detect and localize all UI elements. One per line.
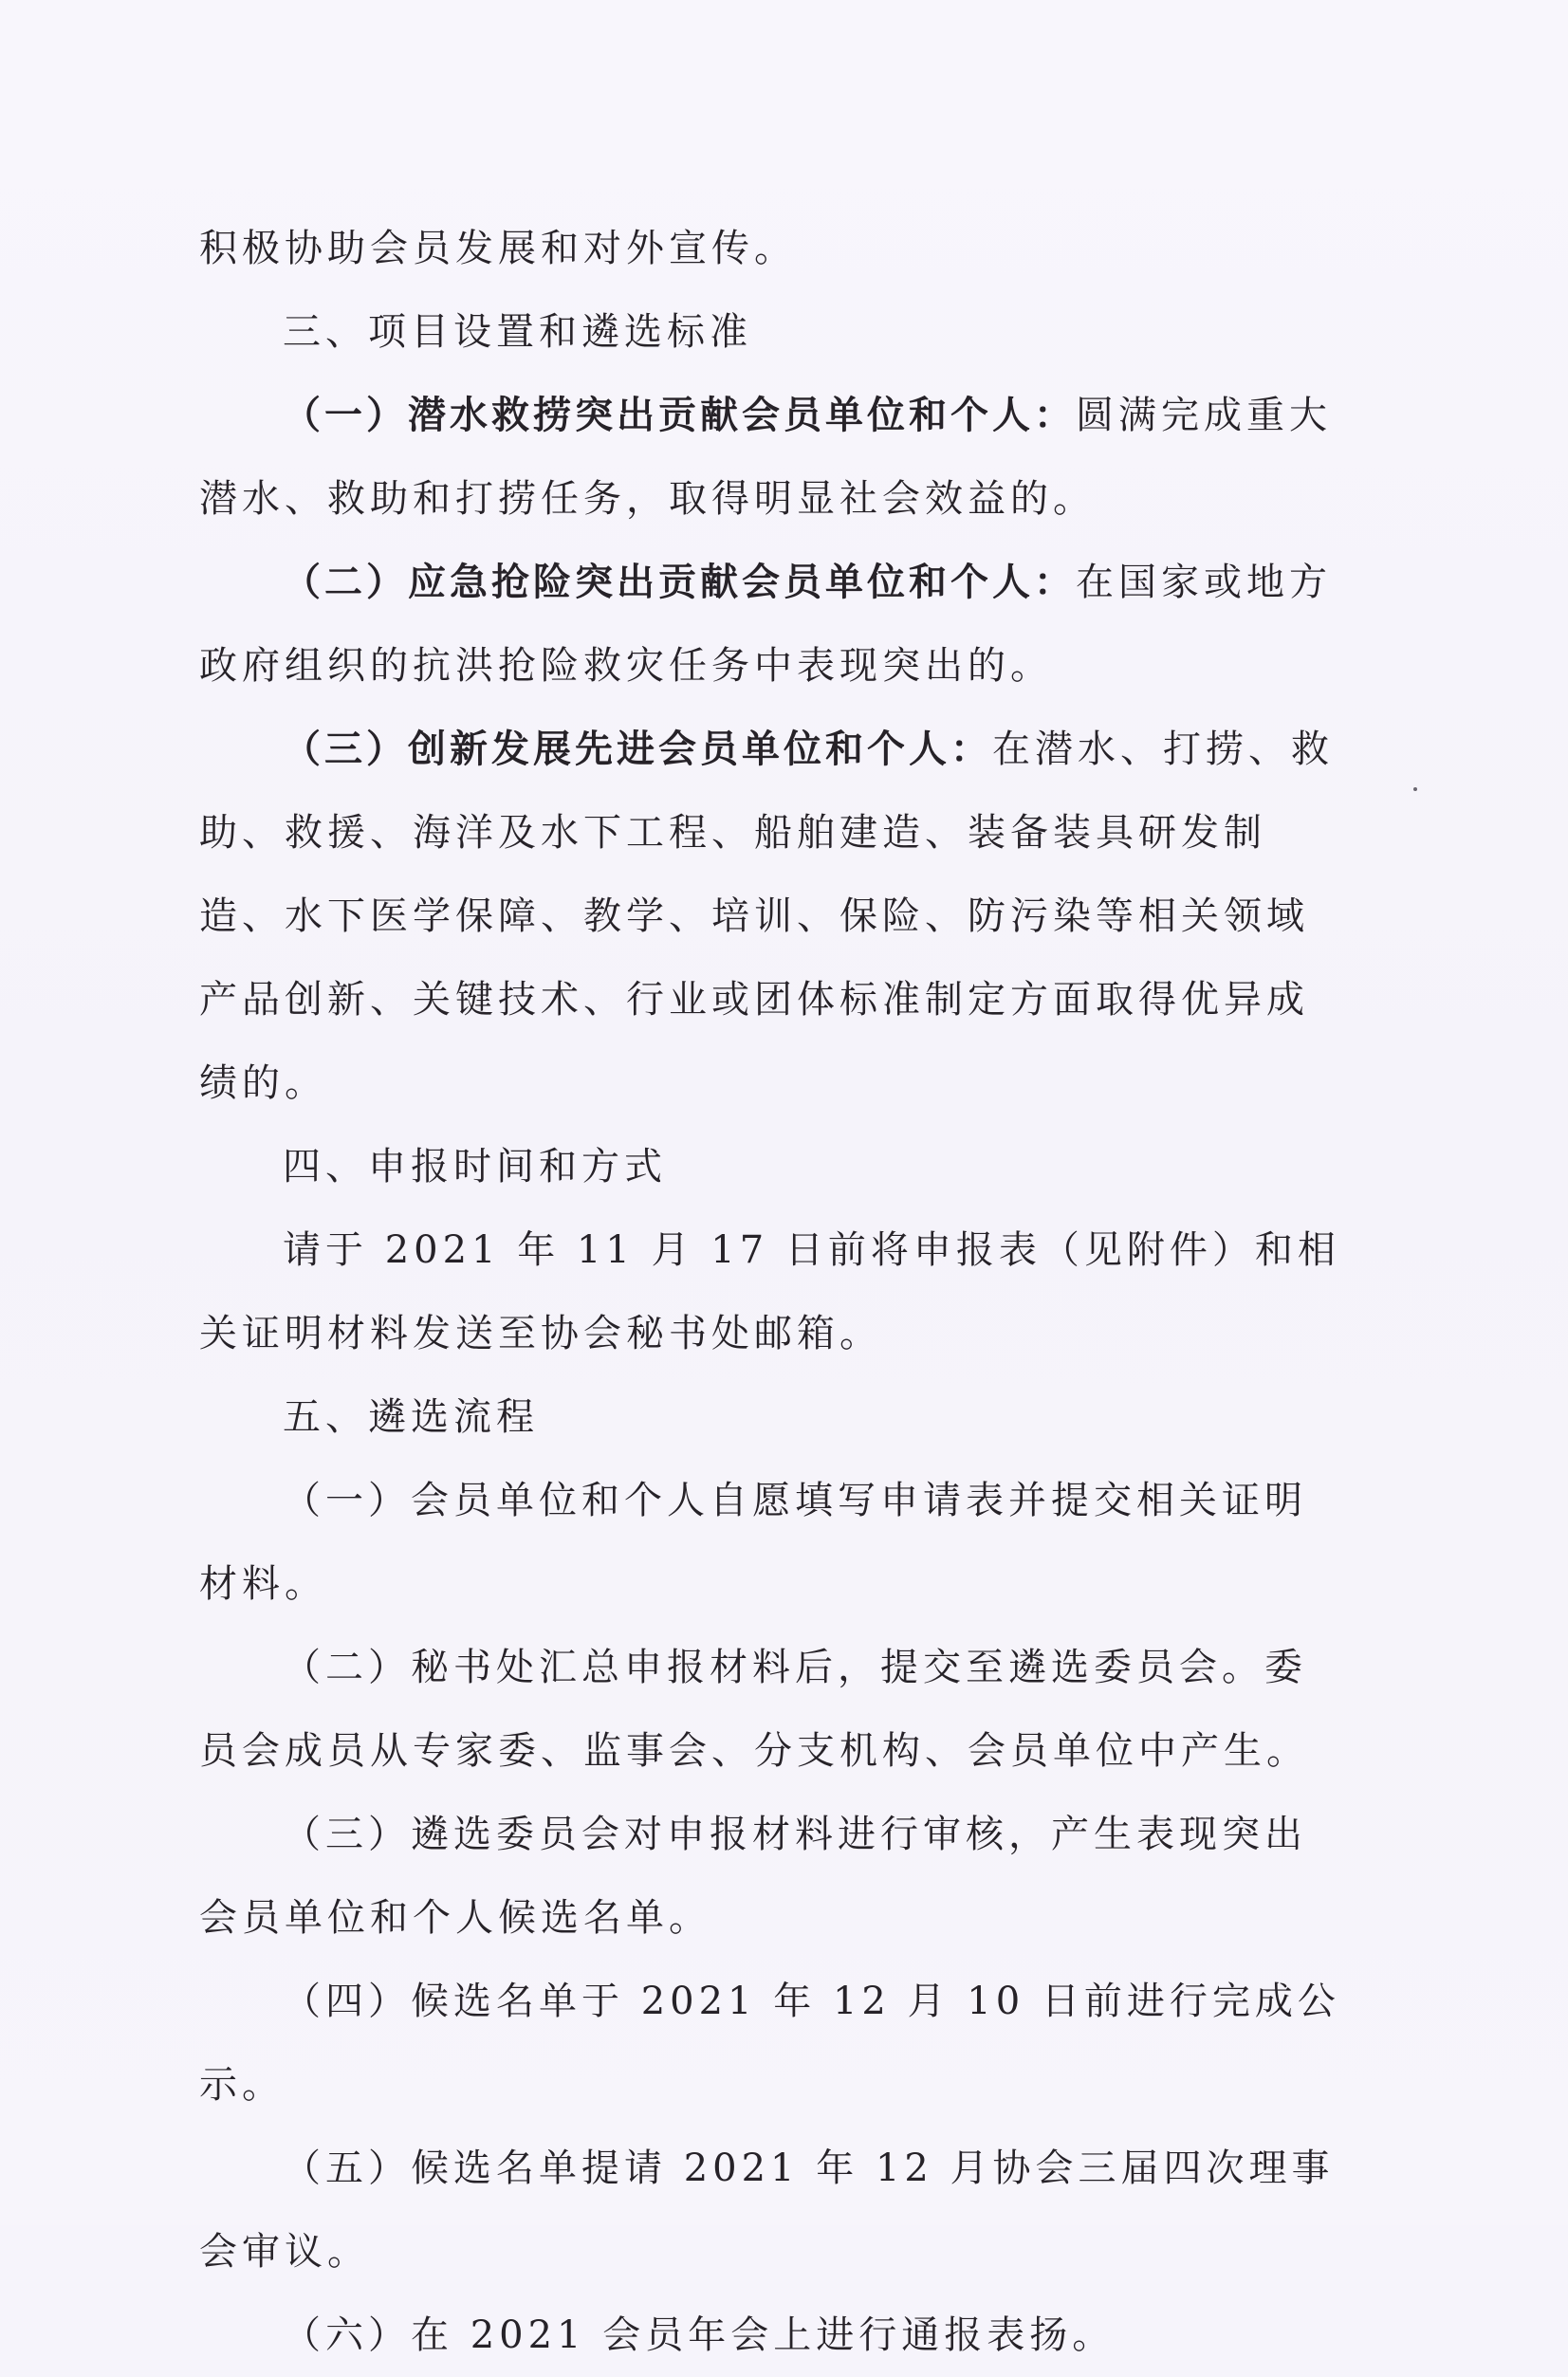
paragraph-item-diving-salvage (199, 374, 1347, 541)
item-text: 在潜水、打捞、救助、救援、海洋及水下工程、船舶建造、装备装具研发制造、水下医学保障、教学、培训、保险、防污染等相关领域产品创新、关键技术、行业或团体标准制定方面取得优异成绩的。 (199, 728, 1334, 1105)
item-title: （三）创新发展先进会员单位和个人： (283, 728, 992, 771)
section-heading-5: 五、遴选流程 (283, 1395, 539, 1439)
document-body (199, 207, 1347, 2377)
item-text: 在国家或地方政府组织的抗洪抢险救灾任务中表现突出的。 (199, 561, 1332, 688)
paragraph-submission: 请于 2021 年 11 月 17 日前将申报表（见附件）和相关证明材料发送至协会秘书处邮箱。 (199, 1228, 1340, 1355)
item-text: 圆满完成重大潜水、救助和打捞任务，取得明显社会效益的。 (199, 394, 1332, 521)
paragraph-step-2: （二）秘书处汇总申报材料后，提交至遴选委员会。委员会成员从专家委、监事会、分支机构、会员单位中产生。 (199, 1646, 1309, 1773)
paragraph-item-emergency-rescue (199, 541, 1347, 708)
paragraph-continuation: 积极协助会员发展和对外宣传。 (199, 227, 797, 270)
section-heading-4: 四、申报时间和方式 (283, 1145, 667, 1188)
scan-speck (1413, 787, 1417, 791)
section-heading-3: 三、项目设置和遴选标准 (283, 310, 752, 354)
paragraph-step-4: （四）候选名单于 2021 年 12 月 10 日前进行完成公示。 (199, 1980, 1340, 2107)
paragraph-item-innovation (199, 708, 1347, 1125)
item-title: （二）应急抢险突出贡献会员单位和个人： (283, 561, 1076, 604)
paragraph-step-6: （六）在 2021 会员年会上进行通报表扬。 (283, 2313, 1116, 2357)
paragraph-step-5: （五）候选名单提请 2021 年 12 月协会三届四次理事会审议。 (199, 2147, 1335, 2274)
paragraph-step-1: （一）会员单位和个人自愿填写申请表并提交相关证明材料。 (199, 1479, 1307, 1606)
item-title: （一）潜水救捞突出贡献会员单位和个人： (283, 394, 1076, 437)
paragraph-step-3: （三）遴选委员会对申报材料进行审核，产生表现突出会员单位和个人候选名单。 (199, 1813, 1307, 1940)
